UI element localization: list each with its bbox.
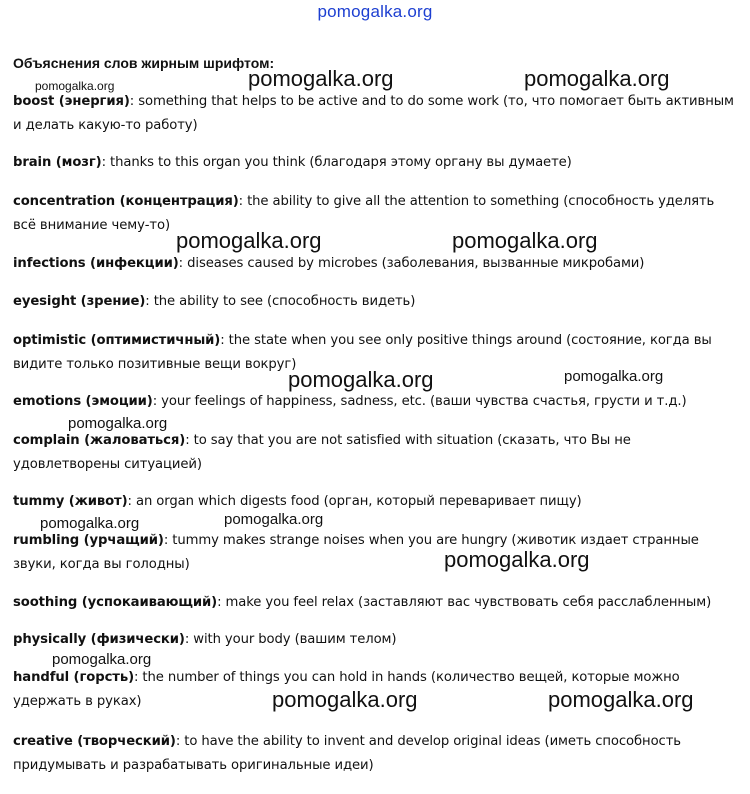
entry-definition: : make you feel relax (заставляют вас чувствовать себя расслабленным): [217, 595, 712, 610]
watermark: pomogalka.org: [272, 687, 418, 712]
entry-term: concentration (концентрация): [13, 194, 239, 209]
entry-creative: [13, 730, 735, 778]
entry-concentration: [13, 190, 735, 238]
entry-term: tummy (живот): [13, 494, 128, 509]
entry-definition: : the state when you see only positive things around (состояние, когда вы видите только позитивные вещи вокруг): [13, 333, 712, 372]
watermark-top: pomogalka.org: [317, 2, 433, 21]
watermark: pomogalka.org: [548, 687, 694, 712]
entry-soothing: [13, 591, 735, 615]
entry-term: optimistic (оптимистичный): [13, 333, 221, 348]
entry-eyesight: [13, 290, 735, 314]
entry-definition: : an organ which digests food (орган, который переваривает пищу): [127, 494, 582, 509]
entry-complain: [13, 429, 735, 477]
entry-term: eyesight (зрение): [13, 294, 146, 309]
entry-rumbling: [13, 529, 735, 577]
entry-infections: [13, 252, 735, 276]
watermark: pomogalka.org: [524, 66, 670, 91]
entry-definition: : tummy makes strange noises when you are hungry (животик издает странные звуки, когда вы голодны): [13, 533, 699, 572]
watermark: pomogalka.org: [224, 511, 324, 528]
page-heading: Объяснения слов жирным шрифтом:: [13, 55, 275, 71]
entry-term: creative (творческий): [13, 734, 176, 749]
watermark: pomogalka.org: [40, 515, 140, 532]
entry-definition: : something that helps to be active and to do some work (то, что помогает быть активным и делать какую-то работу): [13, 94, 734, 133]
entry-term: emotions (эмоции): [13, 394, 153, 409]
entry-term: soothing (успокаивающий): [13, 595, 218, 610]
entry-definition: : your feelings of happiness, sadness, etc. (ваши чувства счастья, грусти и т.д.): [152, 394, 687, 409]
entry-term: brain (мозг): [13, 155, 102, 170]
entry-definition: : the ability to see (способность видеть): [145, 294, 416, 309]
entry-definition: : thanks to this organ you think (благодаря этому органу вы думаете): [101, 155, 572, 170]
watermark: pomogalka.org: [52, 651, 152, 668]
entry-physically: [13, 628, 735, 652]
watermark: pomogalka.org: [35, 79, 115, 93]
watermark: pomogalka.org: [452, 228, 598, 253]
entry-term: physically (физически): [13, 632, 185, 647]
entry-definition: : to say that you are not satisfied with situation (сказать, что Вы не удовлетворены ситуацией): [13, 433, 631, 472]
entry-definition: : the ability to give all the attention to something (способность уделять всё внимание чему-то): [13, 194, 715, 233]
watermark: pomogalka.org: [248, 66, 394, 91]
watermark: pomogalka.org: [288, 367, 434, 392]
entry-term: boost (энергия): [13, 94, 130, 109]
watermark: pomogalka.org: [176, 228, 322, 253]
entry-definition: : diseases caused by microbes (заболевания, вызванные микробами): [178, 256, 645, 271]
watermark: pomogalka.org: [564, 368, 664, 385]
entry-brain: [13, 151, 735, 175]
entry-emotions: [13, 390, 735, 414]
entry-term: complain (жаловаться): [13, 433, 186, 448]
entry-definition: : to have the ability to invent and develop original ideas (иметь способность придумывать и разрабатывать оригинальные идеи): [13, 734, 681, 773]
entry-term: rumbling (урчащий): [13, 533, 164, 548]
entry-term: infections (инфекции): [13, 256, 179, 271]
entry-tummy: [13, 490, 735, 514]
watermark: pomogalka.org: [68, 415, 168, 432]
entry-definition: : with your body (вашим телом): [184, 632, 397, 647]
entry-boost: [13, 90, 735, 138]
watermark: pomogalka.org: [444, 547, 590, 572]
entry-term: handful (горсть): [13, 670, 134, 685]
entry-definition: : the number of things you can hold in hands (количество вещей, которые можно удержать в руках): [13, 670, 680, 709]
